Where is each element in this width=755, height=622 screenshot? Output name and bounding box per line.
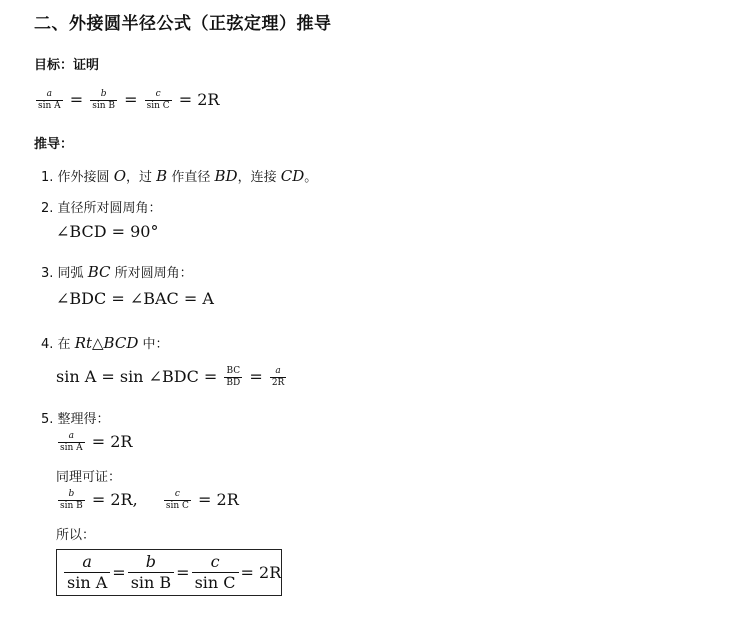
- step-4: [41, 333, 169, 352]
- final-frac-a: [64, 552, 110, 593]
- frac-numerator: a: [82, 552, 92, 571]
- step-2-formula: ∠BCD = 90°: [56, 222, 159, 241]
- section-title: 二、外接圆半径公式（正弦定理）推导: [34, 14, 332, 34]
- frac-numerator: c: [155, 89, 161, 99]
- step-text: 整理得：: [57, 412, 110, 427]
- goal-frac-c: [145, 89, 172, 112]
- final-frac-b: [128, 552, 174, 593]
- frac-numerator: b: [145, 552, 157, 571]
- goal-frac-b: [90, 89, 117, 112]
- frac-denominator: sin B: [60, 501, 83, 511]
- frac-numerator: a: [46, 89, 53, 99]
- so-label: 所以：: [56, 528, 96, 543]
- frac-denominator: sin C: [194, 573, 236, 592]
- frac-denominator: sin A: [67, 573, 108, 592]
- formula-rhs: = 2R: [198, 490, 239, 509]
- frac-a-sina: [58, 431, 85, 454]
- math-bd: BD: [214, 167, 238, 185]
- frac-c-sinc: [164, 489, 191, 512]
- final-rhs: = 2R: [240, 563, 282, 582]
- step-text: 作外接圆: [57, 170, 110, 185]
- frac-b-sinb: [58, 489, 85, 512]
- math-o: O: [113, 167, 127, 185]
- frac-a-2r: [270, 366, 287, 389]
- frac-numerator: a: [68, 431, 75, 441]
- formula-mid: = 2R,: [91, 490, 138, 509]
- step-5: [41, 408, 110, 427]
- step-text: ，过: [126, 170, 153, 185]
- frac-denominator: 2R: [271, 378, 285, 388]
- equals: =: [249, 367, 263, 386]
- frac-bc-bd: [224, 366, 242, 389]
- step-text: 在: [57, 337, 71, 352]
- final-formula-box: $\frac{a}{\text{sin A}}$ = $\frac{b}{\text{sin B}}$ = $\frac{c}{\text{sin C}}$ = 2R: [56, 549, 282, 596]
- step-text: 中：: [142, 337, 169, 352]
- math-b: B: [156, 167, 168, 185]
- frac-numerator: c: [210, 552, 220, 571]
- final-frac-c: [192, 552, 239, 593]
- formula-lhs: sin A = sin ∠BDC =: [56, 367, 218, 386]
- frac-denominator: sin B: [130, 573, 172, 592]
- frac-denominator: BD: [226, 378, 241, 388]
- step-5-line1: [56, 431, 132, 454]
- frac-denominator: sin A: [60, 443, 83, 453]
- step-4-formula: [56, 366, 288, 389]
- step-text: ，连接: [237, 170, 277, 185]
- step-text: 直径所对圆周角：: [57, 201, 162, 216]
- step-number: 5.: [41, 412, 54, 427]
- step-number: 4.: [41, 337, 54, 352]
- step-text: 。: [304, 170, 318, 185]
- frac-numerator: c: [174, 489, 180, 499]
- math-triangle: Rt△BCD: [74, 334, 139, 352]
- frac-numerator: b: [68, 489, 75, 499]
- goal-label: 目标：证明: [34, 58, 100, 73]
- step-number: 1.: [41, 170, 54, 185]
- goal-frac-a: [36, 89, 63, 112]
- goal-rhs: = 2R: [178, 90, 220, 109]
- formula-rhs: = 2R: [91, 432, 133, 451]
- step-3: [41, 262, 193, 281]
- math-bc: BC: [87, 263, 111, 281]
- step-5-line2: [56, 489, 239, 512]
- similar-label: 同理可证：: [56, 470, 122, 485]
- step-text: 同弧: [57, 266, 84, 281]
- frac-denominator: sin B: [92, 101, 116, 111]
- step-1: [41, 166, 317, 185]
- frac-denominator: sin A: [38, 101, 61, 111]
- frac-numerator: BC: [224, 366, 242, 378]
- step-number: 3.: [41, 266, 54, 281]
- step-2: [41, 197, 162, 216]
- frac-denominator: sin C: [146, 101, 170, 111]
- derivation-label: 推导：: [34, 137, 74, 152]
- frac-numerator: a: [275, 366, 281, 376]
- frac-numerator: b: [100, 89, 107, 99]
- step-3-formula: ∠BDC = ∠BAC = A: [56, 289, 214, 308]
- step-number: 2.: [41, 201, 54, 216]
- step-text: 作直径: [171, 170, 211, 185]
- frac-denominator: sin C: [165, 501, 189, 511]
- goal-formula: $\frac{a}{\text{sin A}}$ = $\frac{b}{\text{sin B}}$ = $\frac{c}{\text{sin C}}$ = 2R: [38, 89, 220, 111]
- step-text: 所对圆周角：: [114, 266, 193, 281]
- math-cd: CD: [280, 167, 305, 185]
